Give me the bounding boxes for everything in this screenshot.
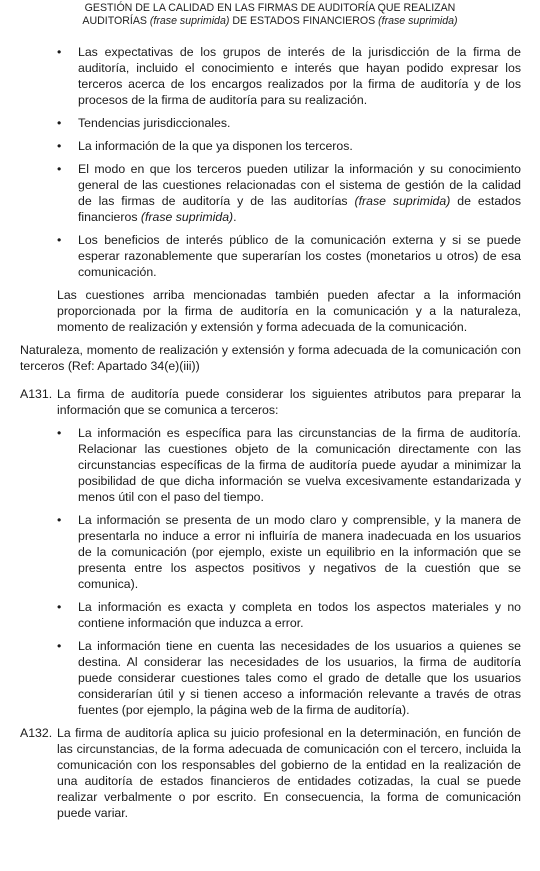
document-body (20, 44, 521, 828)
bullet-icon: • (57, 426, 62, 440)
paragraph-text: La firma de auditoría puede considerar los siguientes atributos para preparar la información que se comunica a terceros: (57, 387, 521, 417)
bullet-icon: • (57, 600, 62, 614)
section-heading: Naturaleza, momento de realización y extensión y forma adecuada de la comunicación con terceros (Ref: Apartado 34(e)(iii)) (20, 343, 521, 373)
list-item: • La información es exacta y completa en todos los aspectos materiales y no contiene información que induzca a error. (57, 600, 521, 630)
bullet-list-a131 (20, 425, 521, 718)
list-item: • La información se presenta de un modo claro y comprensible, y la manera de presentarla no induce a error ni influiría de manera inadecuada en los usuarios de la comunicación (por ejemplo, existe un equilibrio en la información que se presenta entre los aspectos positivos y negativos de la cuestión que se comunica). (57, 513, 521, 591)
bullet-icon: • (57, 639, 62, 653)
bullet-icon: • (57, 233, 62, 247)
bullet-icon: • (57, 45, 62, 59)
paragraph-text: La firma de auditoría aplica su juicio profesional en la determinación, en función de las circunstancias, de la forma adecuada de comunicación con el tercero, incluida la comunicación con los responsables del gobierno de la entidad en la realización de una auditoría de estados financieros de entidades cotizadas, la cual se puede realizar verbalmente o por escrito. En consecuencia, la forma de comunicación puede variar. (57, 726, 521, 820)
list-item: • Tendencias jurisdiccionales. (57, 116, 231, 130)
paragraph-a132 (20, 725, 521, 821)
header-line-2: AUDITORÍAS (frase suprimida) DE ESTADOS FINANCIEROS (frase suprimida) (82, 14, 458, 27)
bullet-icon: • (57, 513, 62, 527)
paragraph-number: A131. (20, 387, 53, 401)
list-item: • La información es específica para las circunstancias de la firma de auditoría. Relacionar las cuestiones objeto de la comunicación directamente con las circunstancias específicas de la firma de auditoría puede ayudar a minimizar la posibilidad de que dicha información se vuelva excesivamente estandarizada y menos útil con el paso del tiempo. (57, 426, 521, 504)
list-item: • La información de la que ya disponen los terceros. (57, 139, 353, 153)
list-item: • La información tiene en cuenta las necesidades de los usuarios a quienes se destina. Al considerar las necesidades de los usuarios, la firma de auditoría puede considerar cuestiones tales como el grado de detalle que los usuarios considerarían útil y si tienen acceso a información relevante a través de otras fuentes (por ejemplo, la página web de la firma de auditoría). (57, 639, 521, 717)
list-item: • Los beneficios de interés público de la comunicación externa y si se puede esperar razonablemente que superarían los costes (monetarios u otros) de esa comunicación. (57, 233, 521, 279)
paragraph-a131 (20, 386, 521, 418)
bullet-icon: • (57, 139, 62, 153)
bullet-list-top (20, 44, 521, 280)
bullet-icon: • (57, 116, 62, 130)
page-header (0, 2, 540, 27)
paragraph-number: A132. (20, 726, 53, 740)
bullet-icon: • (57, 162, 62, 176)
list-item: • Las expectativas de los grupos de interés de la jurisdicción de la firma de auditoría, incluido el conocimiento e interés que hayan podido expresar los terceros acerca de los encargos realizados por la firma de auditoría y de los procesos de la firma de auditoría para su realización. (57, 45, 521, 107)
header-line-1: GESTIÓN DE LA CALIDAD EN LAS FIRMAS DE AUDITORÍA QUE REALIZAN (84, 2, 456, 14)
list-item: • El modo en que los terceros pueden utilizar la información y su conocimiento general de las cuestiones relacionadas con el sistema de gestión de la calidad de las firmas de auditoría y de las auditorías (frase suprimida) de estados financieros (frase suprimida). (57, 162, 521, 224)
note-paragraph: Las cuestiones arriba mencionadas también pueden afectar a la información proporcionada por la firma de auditoría en la comunicación y a la naturaleza, momento de realización y extensión y forma adecuada de la comunicación. (57, 288, 521, 334)
